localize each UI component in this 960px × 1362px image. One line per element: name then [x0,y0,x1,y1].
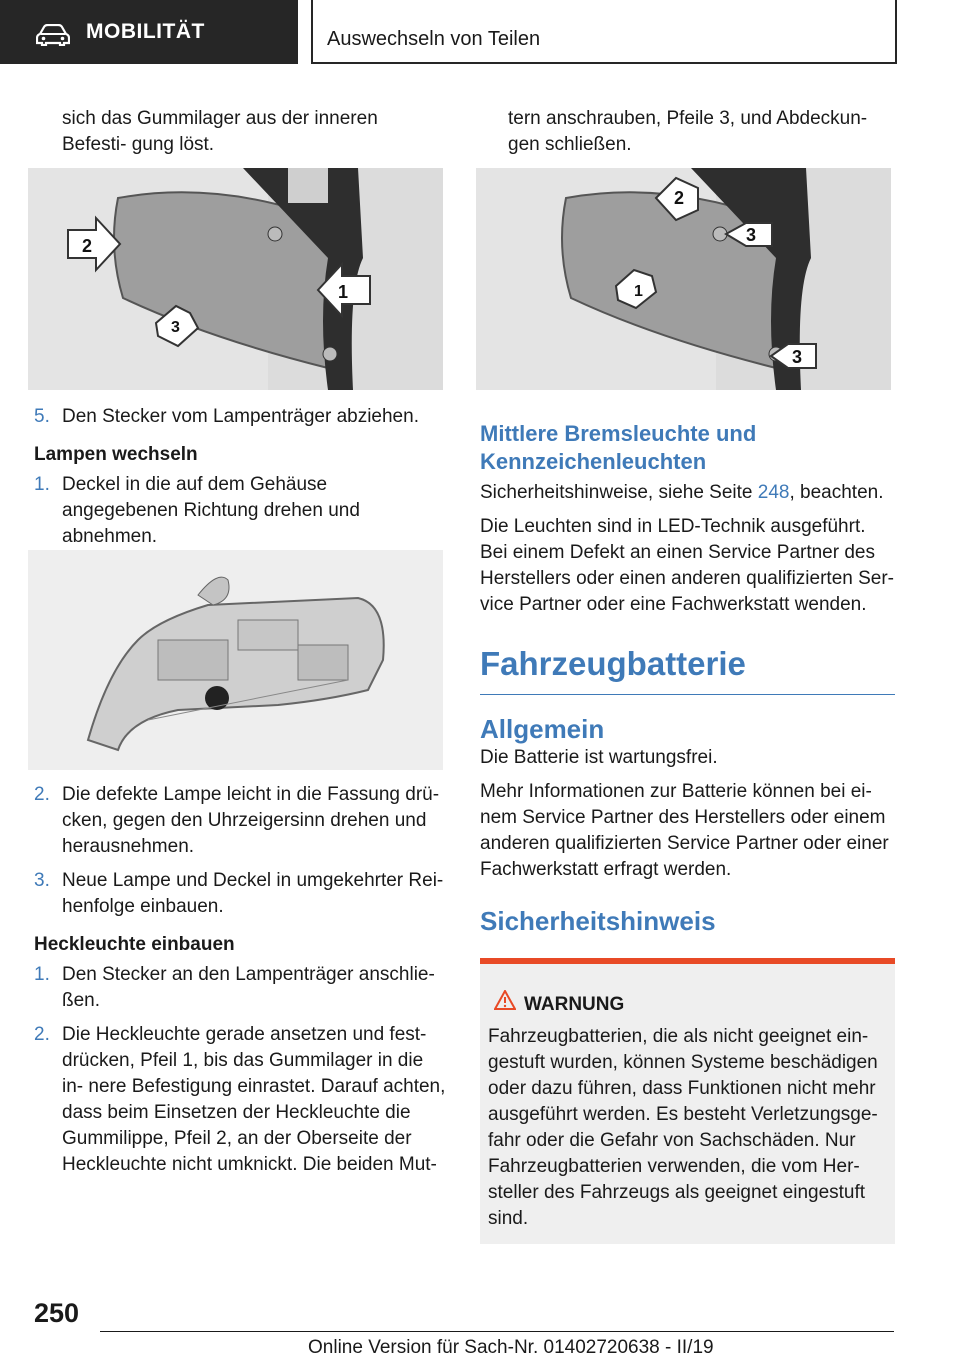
intro-text: tern anschrauben, Pfeile 3, und Abdeckun- gen schließen. [508,108,868,155]
list-text: Den Stecker an den Lampenträger anschlie- ßen. [62,964,435,1011]
left-text-block-2 [34,782,446,1178]
right-text-block [480,420,895,937]
list-item [34,782,446,860]
warning-title-text: WARNUNG [524,994,625,1015]
list-number: 1. [34,964,50,985]
fig2-label-3a: 3 [746,225,757,245]
subheading-install: Heckleuchte einbauen [34,934,235,955]
list-item [34,404,446,430]
heading-brake-lights: Mittlere Bremsleuchte und Kennzeichenleuchten [480,421,757,474]
taillight-illustration-1 [28,168,443,390]
list-item [34,868,446,920]
fig1-label-1: 1 [338,282,349,302]
fig2-label-2: 2 [674,188,685,208]
section-title: MOBILITÄT [86,20,205,43]
list-item [34,1022,446,1178]
heading-rule [480,694,895,695]
general-text-1: Die Batterie ist wartungsfrei. [480,747,718,768]
right-intro [480,106,895,158]
list-number: 2. [34,1024,50,1045]
fig2-label-1: 1 [634,283,643,300]
lamp-housing-figure [28,550,443,770]
led-text: Die Leuchten sind in LED-Technik ausgeführt. Bei einem Defekt an einen Service Partner des Herstellers oder einen anderen qualifizierten Ser- vice Partner oder eine Fachwerkstatt wenden. [480,516,895,615]
list-text: Deckel in die auf dem Gehäuse angegebenen Richtung drehen und abnehmen. [62,474,360,547]
list-item [34,472,446,550]
left-intro [34,106,446,158]
warning-text: Fahrzeugbatterien, die als nicht geeignet ein- gestuft wurden, können Systeme beschädigen oder dazu führen, dass Funktionen nicht mehr ausgeführt werden. Es besteht Verletzungsge- fahr oder die Gefahr von Sachschäden. Nur Fahrzeugbatterien verwenden, die vom Her- steller des Fahrzeugs als geeignet eingestuft sind. [488,1026,878,1229]
lamp-housing-illustration [28,550,443,770]
subheading-lamps: Lampen wechseln [34,444,198,465]
safety-ref [480,480,895,506]
list-number: 5. [34,406,50,427]
page-link-248[interactable]: 248 [757,482,790,503]
warning-title [488,994,624,1016]
safety-ref-post: , beachten. [789,482,884,503]
chapter-tab [311,0,897,64]
left-text-block-1 [34,404,446,550]
list-text: Neue Lampe und Deckel in umgekehrter Rei- henfolge einbauen. [62,870,444,917]
taillight-illustration-2 [476,168,891,390]
heading-general: Allgemein [480,714,605,744]
list-item [34,962,446,1014]
fig1-label-2: 2 [82,236,93,256]
taillight-figure-2 [476,168,891,390]
list-number: 2. [34,784,50,805]
heading-battery: Fahrzeugbatterie [480,645,746,682]
online-version-text: Online Version für Sach-Nr. 01402720638 - II/19 [308,1337,714,1358]
fig2-label-3b: 3 [792,347,803,367]
fig1-label-3: 3 [171,319,180,336]
list-text: Die defekte Lampe leicht in die Fassung drü- cken, gegen den Uhrzeigersinn drehen und herausnehmen. [62,784,440,857]
section-tab [0,0,298,64]
general-text-2: Mehr Informationen zur Batterie können bei ei- nem Service Partner des Herstellers oder einem anderen qualifizierten Service Partner oder einer Fachwerkstatt erfragt werden. [480,781,889,880]
taillight-figure-1 [28,168,443,390]
heading-safety: Sicherheitshinweis [480,906,716,936]
list-text: Die Heckleuchte gerade ansetzen und fest- drücken, Pfeil 1, bis das Gummilager in die in- nere Befestigung einrastet. Darauf achten, dass beim Einsetzen der Heckleuchte die Gummilippe, Pfeil 2, an der Oberseite der Heckleuchte nicht umknickt. Die beiden Mut- [62,1024,446,1175]
page-number: 250 [34,1298,80,1328]
intro-text: sich das Gummilager aus der inneren Befesti- gung löst. [62,108,378,155]
safety-ref-pre: Sicherheitshinweise, siehe Seite [480,482,758,503]
chapter-title: Auswechseln von Teilen [327,28,541,50]
list-number: 3. [34,870,50,891]
footer-rule [100,1331,894,1332]
warning-box [480,958,895,1244]
list-text: Den Stecker vom Lampenträger abziehen. [62,406,419,427]
list-number: 1. [34,474,50,495]
car-icon [36,24,70,46]
